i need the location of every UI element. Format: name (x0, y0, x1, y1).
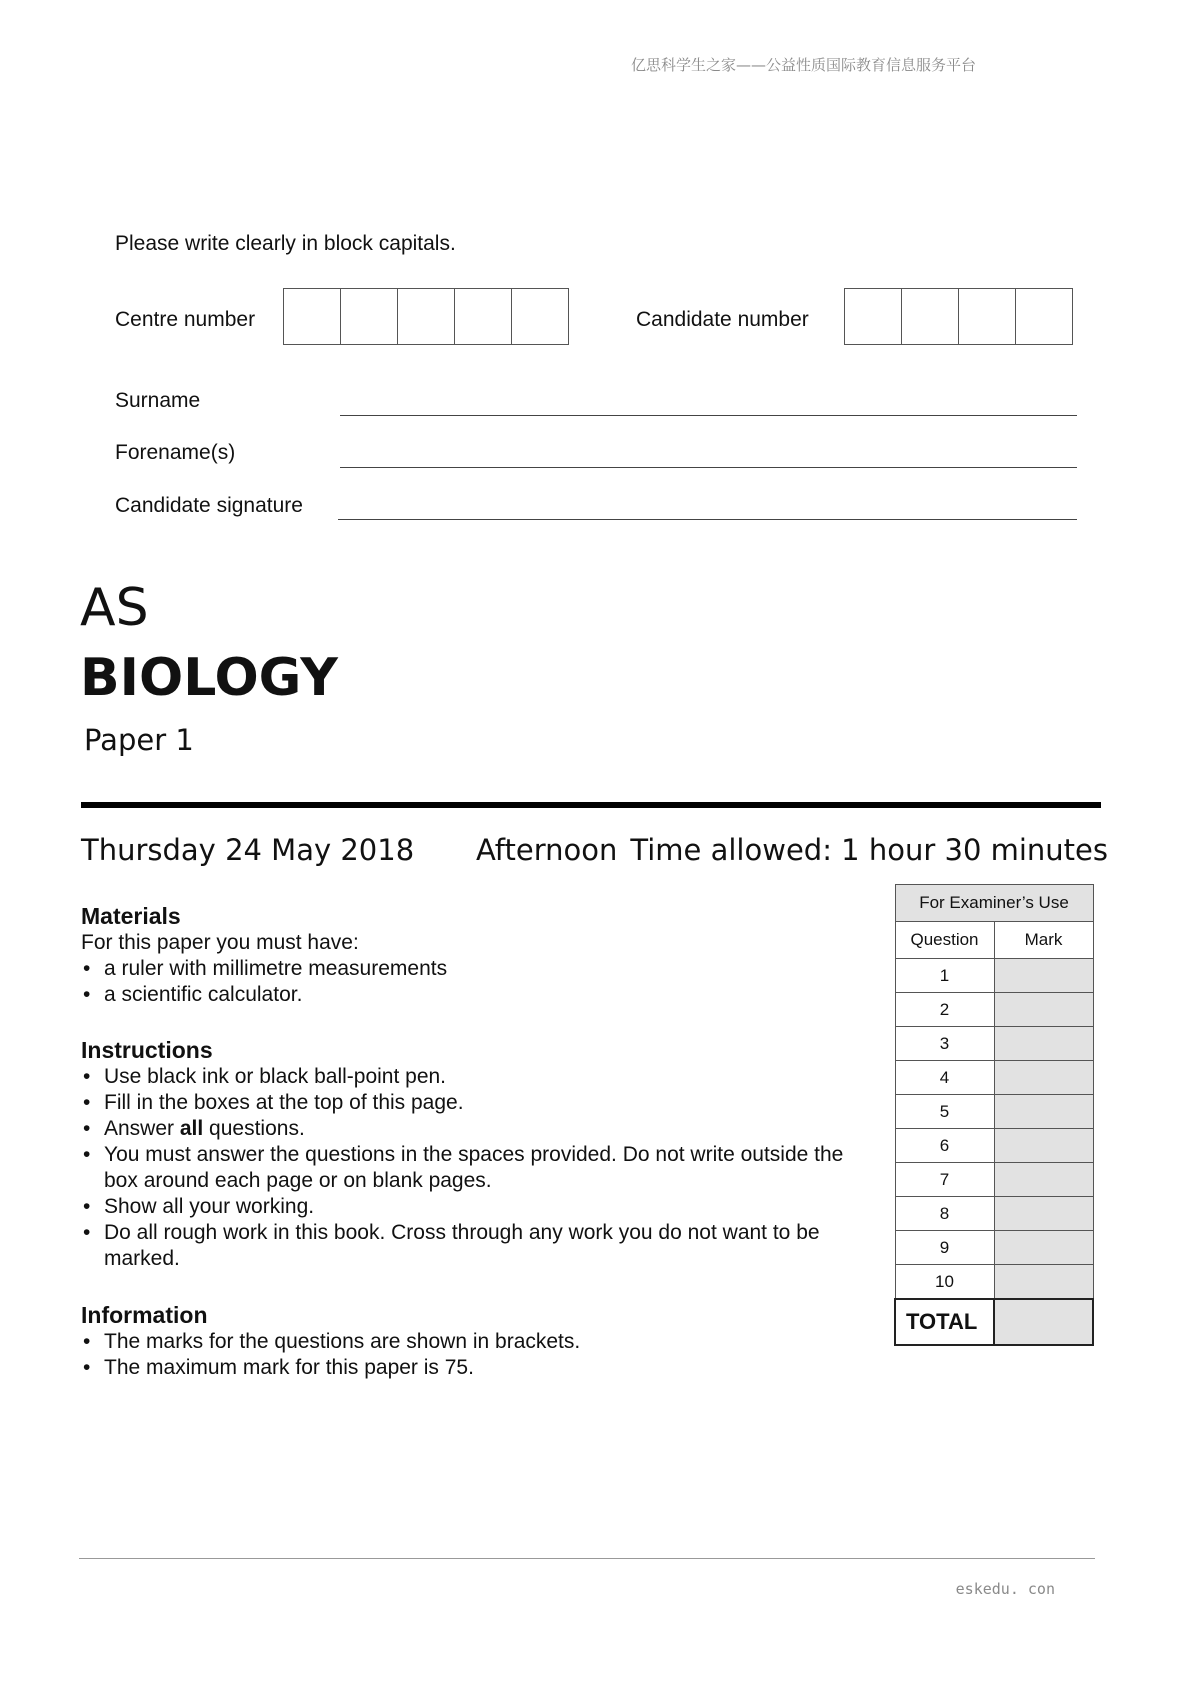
question-number: 5 (895, 1095, 994, 1129)
instructions-item: • Show all your working. (81, 1194, 861, 1220)
materials-item: • a scientific calculator. (81, 982, 861, 1008)
materials-heading: Materials (81, 903, 181, 929)
table-row (895, 1231, 1093, 1265)
mark-cell[interactable] (994, 1095, 1093, 1129)
answer-bold: all (179, 1117, 204, 1140)
information-item: • The maximum mark for this paper is 75. (81, 1355, 861, 1381)
footer-rule (79, 1558, 1095, 1559)
information-section (81, 1302, 861, 1381)
exam-session: Afternoon (476, 833, 618, 867)
centre-number-box[interactable] (341, 289, 398, 344)
mark-cell[interactable] (994, 1061, 1093, 1095)
candidate-number-box[interactable] (902, 289, 959, 344)
candidate-number-box[interactable] (959, 289, 1016, 344)
mark-cell[interactable] (994, 1231, 1093, 1265)
answer-prefix: Answer (104, 1117, 180, 1140)
forenames-line[interactable] (340, 467, 1077, 468)
table-row (895, 959, 1093, 993)
mark-cell[interactable] (994, 993, 1093, 1027)
table-row (895, 1027, 1093, 1061)
subject-name: BIOLOGY (80, 648, 338, 708)
instructions-item: • Do all rough work in this book. Cross through any work you do not want to be marked. (81, 1220, 861, 1272)
centre-number-box[interactable] (455, 289, 512, 344)
table-row (895, 1265, 1093, 1300)
instructions-section (81, 1037, 861, 1272)
question-number: 8 (895, 1197, 994, 1231)
materials-intro: For this paper you must have: (81, 931, 359, 954)
question-number: 1 (895, 959, 994, 993)
exam-date: Thursday 24 May 2018 (81, 833, 415, 867)
information-heading: Information (81, 1302, 208, 1328)
question-number: 9 (895, 1231, 994, 1265)
time-allowed: Time allowed: 1 hour 30 minutes (630, 833, 1108, 867)
signature-label: Candidate signature (115, 494, 303, 517)
forenames-label: Forename(s) (115, 441, 236, 464)
surname-line[interactable] (340, 415, 1077, 416)
subject-level: AS (80, 578, 149, 638)
mark-cell[interactable] (994, 1027, 1093, 1061)
centre-number-box[interactable] (398, 289, 455, 344)
question-number: 2 (895, 993, 994, 1027)
table-row (895, 993, 1093, 1027)
centre-number-label: Centre number (115, 308, 256, 331)
materials-section (81, 903, 861, 1008)
mark-cell[interactable] (994, 1265, 1093, 1300)
candidate-number-label: Candidate number (636, 308, 809, 331)
total-mark-cell[interactable] (994, 1299, 1093, 1345)
information-item: • The marks for the questions are shown in brackets. (81, 1329, 861, 1355)
header-rule (81, 802, 1101, 808)
mark-cell[interactable] (994, 1129, 1093, 1163)
total-row (895, 1299, 1093, 1345)
table-row (895, 1061, 1093, 1095)
candidate-number-box[interactable] (1016, 289, 1072, 344)
question-number: 7 (895, 1163, 994, 1197)
question-column-header: Question (895, 922, 994, 959)
examiner-table (894, 884, 1094, 1346)
instructions-item: • You must answer the questions in the spaces provided. Do not write outside the box around each page or on blank pages. (81, 1142, 861, 1194)
signature-line[interactable] (338, 519, 1077, 520)
surname-label: Surname (115, 389, 201, 412)
instructions-item: • Use black ink or black ball-point pen. (81, 1064, 861, 1090)
materials-item: • a ruler with millimetre measurements (81, 956, 861, 982)
table-row (895, 1163, 1093, 1197)
question-number: 6 (895, 1129, 994, 1163)
instructions-heading: Instructions (81, 1037, 213, 1063)
total-label: TOTAL (895, 1299, 994, 1345)
question-number: 4 (895, 1061, 994, 1095)
candidate-number-box[interactable] (845, 289, 902, 344)
question-number: 3 (895, 1027, 994, 1061)
examiner-table-title: For Examiner’s Use (895, 885, 1093, 922)
table-row (895, 1129, 1093, 1163)
mark-cell[interactable] (994, 1197, 1093, 1231)
block-capitals-instruction: Please write clearly in block capitals. (115, 232, 456, 255)
centre-number-box[interactable] (284, 289, 341, 344)
answer-suffix: questions. (203, 1117, 305, 1140)
mark-cell[interactable] (994, 959, 1093, 993)
table-row (895, 1095, 1093, 1129)
table-row (895, 1197, 1093, 1231)
paper-number: Paper 1 (84, 723, 194, 757)
centre-number-boxes[interactable] (283, 288, 569, 345)
mark-column-header: Mark (994, 922, 1093, 959)
centre-number-box[interactable] (512, 289, 568, 344)
mark-cell[interactable] (994, 1163, 1093, 1197)
instructions-item: • Fill in the boxes at the top of this page. (81, 1090, 861, 1116)
instructions-item-answer-all (81, 1116, 861, 1142)
candidate-number-boxes[interactable] (844, 288, 1073, 345)
question-number: 10 (895, 1265, 994, 1300)
watermark-top: 亿思科学生之家——公益性质国际教育信息服务平台 (630, 56, 976, 74)
watermark-bottom: eskedu. con (955, 1580, 1055, 1598)
